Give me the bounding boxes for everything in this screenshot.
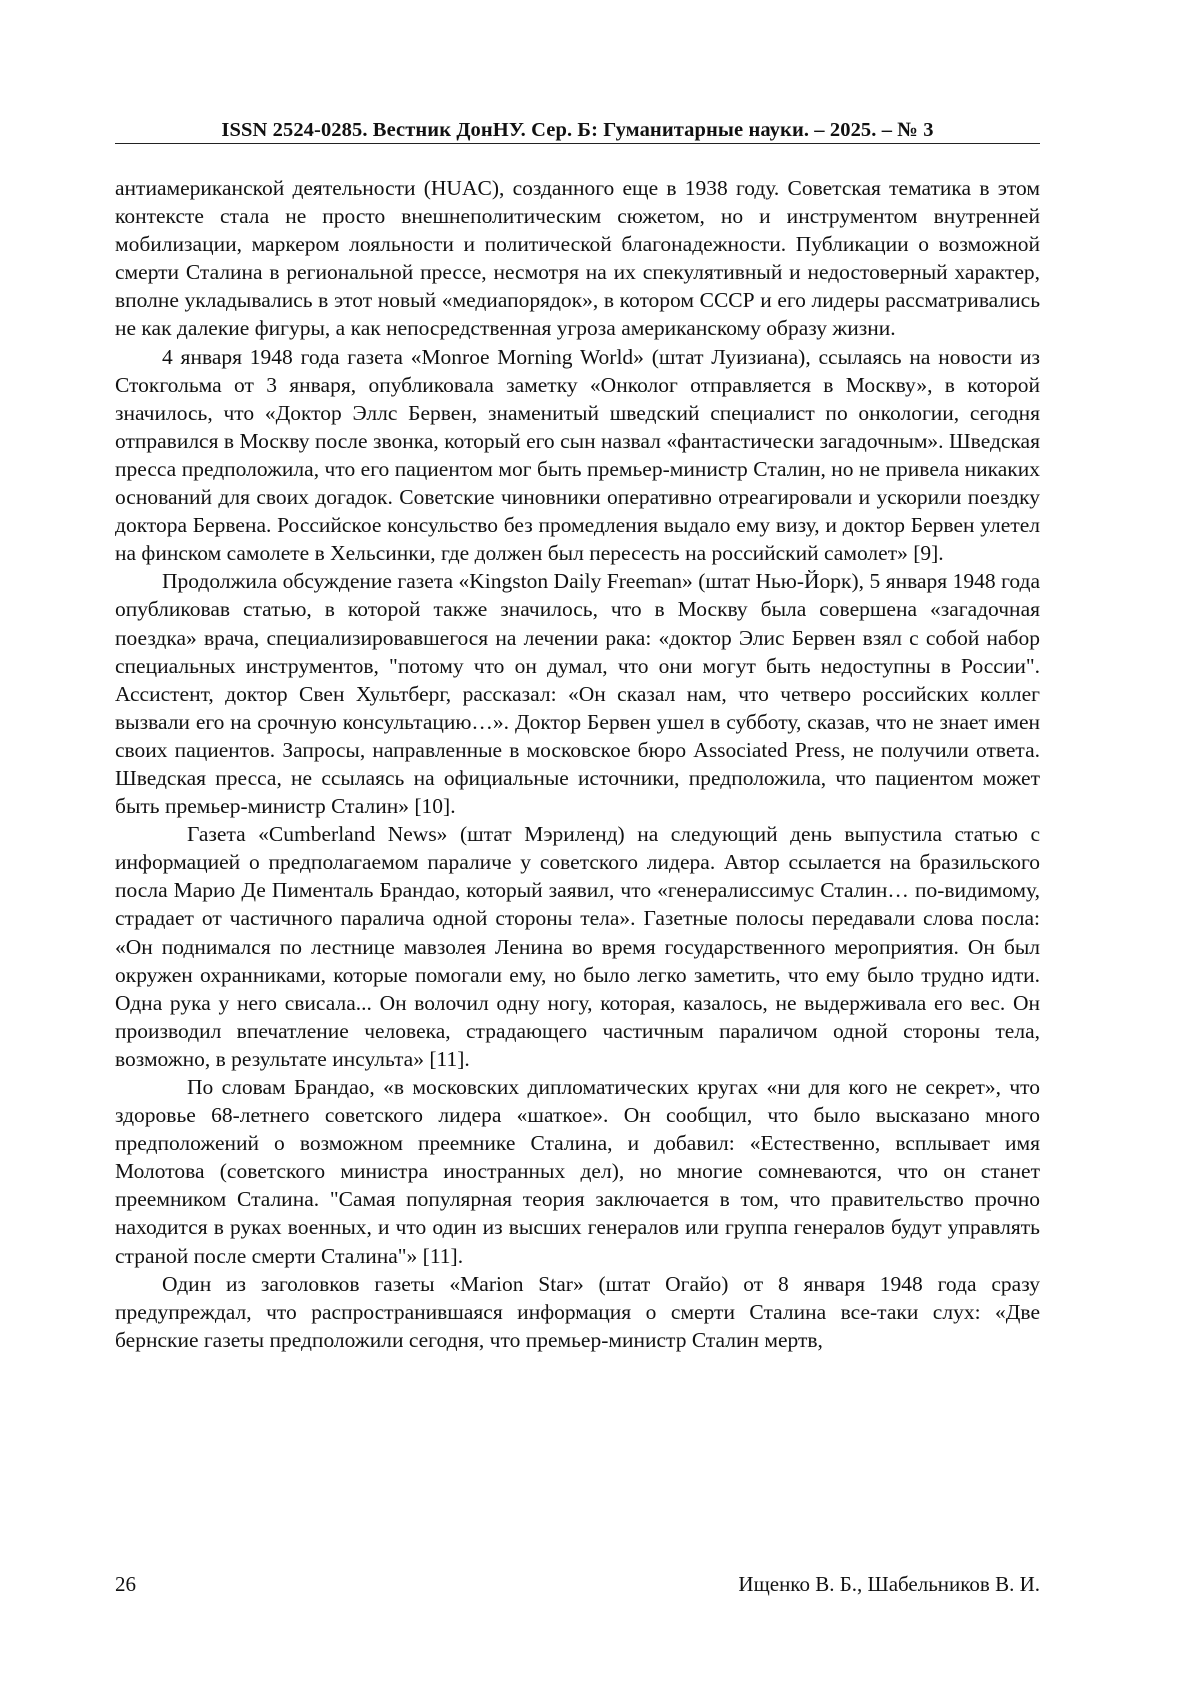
paragraph-5: По словам Брандао, «в московских дипломатических кругах «ни для кого не секрет», что здоровье 68-летнего советского лидера «шаткое». Он сообщил, что было высказано много предположений о возможном преемнике Сталина, и добавил: «Естественно, всплывает имя Молотова (советского министра иностранных дел), но многие сомневаются, что он станет преемником Сталина. "Самая популярная теория заключается в том, что правительство прочно находится в руках военных, и что один из высших генералов или группа генералов будут управлять страной после смерти Сталина"» [11]. [115,1075,1040,1268]
paragraph-6: Один из заголовков газеты «Marion Star» (штат Огайо) от 8 января 1948 года сразу предупреждал, что распространившаяся информация о смерти Сталина все-таки слух: «Две бернские газеты предположили сегодня, что премьер-министр Сталин мертв, [115,1271,1040,1352]
footer-authors: Ищенко В. Б., Шабельников В. И. [738,1572,1040,1596]
paragraph-4: Газета «Cumberland News» (штат Мэриленд) на следующий день выпустила статью с информацией о предполагаемом параличе у советского лидера. Автор ссылается на бразильского посла Марио Де Пименталь Брандао, который заявил, что «генералиссимус Сталин… по-видимому, страдает от частичного паралича одной стороны тела». Газетные полосы передавали слова посла: «Он поднимался по лестнице мавзолея Ленина во время государственного мероприятия. Он был окружен охранниками, которые помогали ему, но было легко заметить, что ему было трудно идти. Одна рука у него свисала... Он волочил одну ногу, которая, казалось, не выдерживала его вес. Он производил впечатление человека, страдающего частичным параличом одной стороны тела, возможно, в результате инсульта» [11]. [115,822,1040,1071]
page-number: 26 [115,1572,136,1596]
paragraph-2: 4 января 1948 года газета «Monroe Morning World» (штат Луизиана), ссылаясь на новости из Стокгольма от 3 января, опубликовала заметку «Онколог отправляется в Москву», в которой значилось, что «Доктор Эллс Бервен, знаменитый шведский специалист по онкологии, сегодня отправился в Москву после звонка, который его сын назвал «фантастически загадочным». Шведская пресса предположила, что его пациентом мог быть премьер-министр Сталин, но не привела никаких оснований для своих догадок. Советские чиновники оперативно отреагировали и ускорили поездку доктора Бервена. Российское консульство без промедления выдало ему визу, и доктор Бервен улетел на финском самолете в Хельсинки, где должен был пересесть на российский самолет» [9]. [115,344,1040,566]
paragraph-1: антиамериканской деятельности (HUAC), созданного еще в 1938 году. Советская тематика в этом контексте стала не просто внешнеполитическим сюжетом, но и инструментом внутренней мобилизации, маркером лояльности и политической благонадежности. Публикации о возможной смерти Сталина в региональной прессе, несмотря на их спекулятивный и недостоверный характер, вполне укладывались в этот новый «медиапорядок», в котором СССР и его лидеры рассматривались не как далекие фигуры, а как непосредственная угроза американскому образу жизни. [115,176,1040,341]
paragraph-3: Продолжила обсуждение газета «Kingston Daily Freeman» (штат Нью-Йорк), 5 января 1948 года опубликовав статью, в которой также значилось, что в Москву была совершена «загадочная поездка» врача, специализировавшегося на лечении рака: «доктор Элис Бервен взял с собой набор специальных инструментов, "потому что он думал, что они могут быть недоступны в России". Ассистент, доктор Свен Хультберг, рассказал: «Он сказал нам, что четверо российских коллег вызвали его на срочную консультацию…». Доктор Бервен ушел в субботу, сказав, что не знает имен своих пациентов. Запросы, направленные в московское бюро Associated Press, не получили ответа. Шведская пресса, не ссылаясь на официальные источники, предположила, что пациентом может быть премьер-министр Сталин» [10]. [115,569,1040,819]
article-body [115,174,1040,1354]
running-header: ISSN 2524-0285. Вестник ДонНУ. Сер. Б: Гуманитарные науки. – 2025. – № 3 [221,119,934,141]
header-rule [115,143,1040,144]
